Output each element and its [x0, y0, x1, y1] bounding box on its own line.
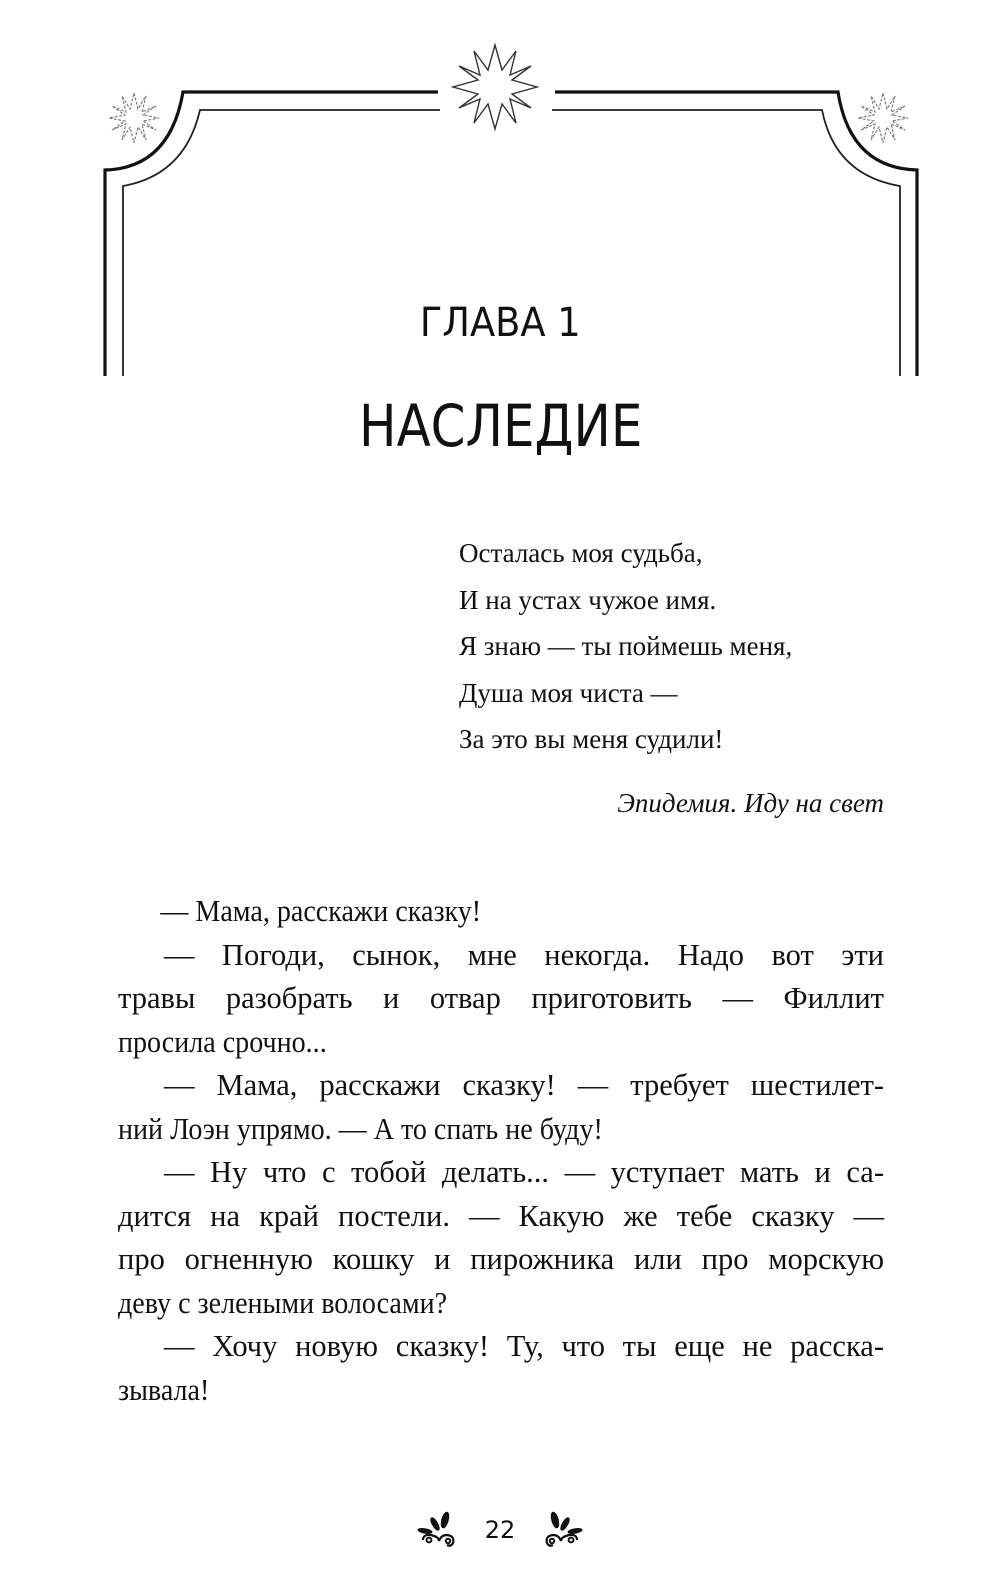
body-line: — Мама, расскажи сказку!	[160, 894, 482, 928]
epigraph-line: Душа моя чиста —	[459, 677, 678, 708]
body-line: травы разобрать и отвар приготовить — Филлит	[118, 981, 884, 1015]
page-footer	[0, 1505, 1000, 1555]
epigraph-source: Эпидемия. Иду на свет	[617, 788, 884, 818]
floral-ornament-icon	[537, 1510, 585, 1550]
body-line: — Погоди, сынок, мне некогда. Надо вот эти	[164, 937, 884, 972]
body-line: — Мама, расскажи сказку! — требует шестилет-	[164, 1068, 884, 1102]
page-number: 22	[484, 1516, 516, 1544]
body-line: просила срочно...	[118, 1024, 327, 1059]
star-ornament-right	[858, 93, 908, 143]
body-line: зывала!	[118, 1372, 210, 1407]
epigraph-line: Я знаю — ты поймешь меня,	[459, 631, 793, 661]
body-line: дится на край постели. — Какую же тебе сказку —	[118, 1198, 884, 1233]
epigraph	[459, 530, 792, 763]
floral-ornament-icon	[415, 1510, 463, 1550]
epigraph-line: За это вы меня судили!	[459, 724, 724, 754]
star-ornament-center	[453, 45, 537, 129]
chapter-label: ГЛАВА 1	[419, 300, 581, 346]
body-line: деву с зелеными волосами?	[118, 1285, 448, 1320]
body-text	[118, 890, 884, 1412]
body-line: — Хочу новую сказку! Ту, что ты еще не расска-	[164, 1329, 884, 1363]
body-line: про огненную кошку и пирожника или про морскую	[118, 1242, 884, 1276]
body-line: ний Лоэн упрямо. — А то спать не буду!	[118, 1111, 603, 1146]
body-line: — Ну что с тобой делать... — уступает мать и са-	[164, 1155, 884, 1189]
star-ornament-left	[109, 93, 159, 143]
epigraph-line: Осталась моя судьба,	[459, 538, 703, 568]
epigraph-line: И на устах чужое имя.	[459, 584, 717, 615]
chapter-title: НАСЛЕДИЕ	[359, 392, 643, 460]
